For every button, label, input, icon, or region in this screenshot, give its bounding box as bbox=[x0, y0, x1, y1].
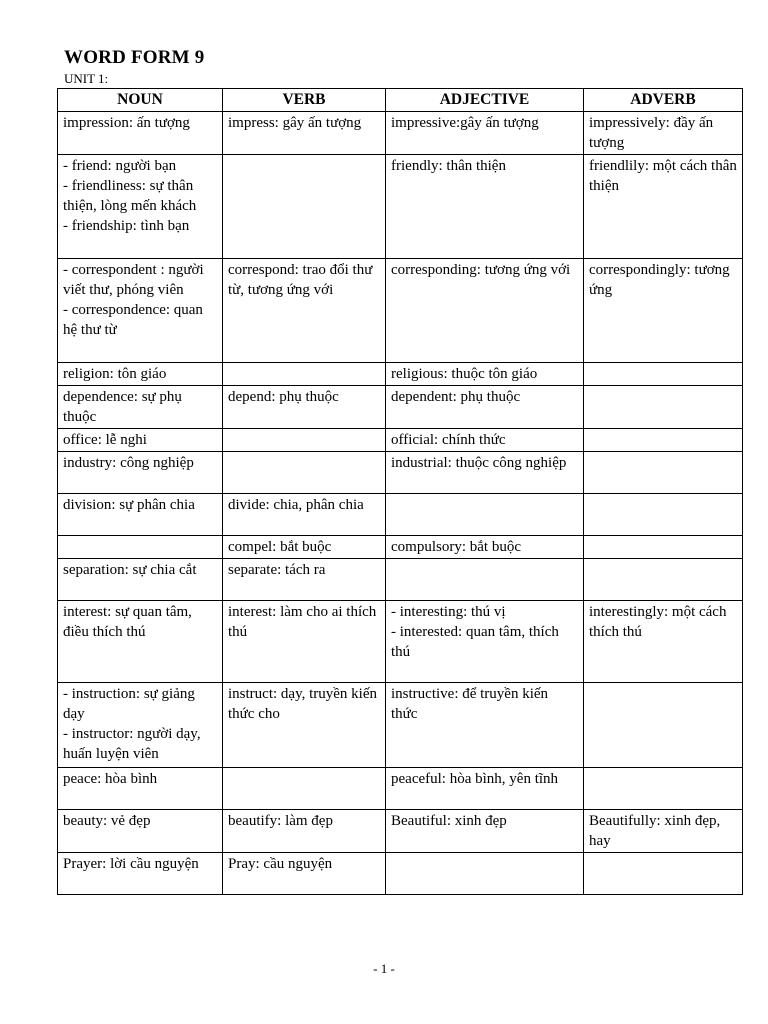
cell-adjective bbox=[386, 810, 584, 853]
cell-text: impress: gây ấn tượng bbox=[228, 115, 362, 131]
unit-label: UNIT 1: bbox=[64, 71, 109, 86]
cell-adverb bbox=[584, 112, 743, 155]
header-adjective: ADJECTIVE bbox=[386, 89, 584, 112]
cell-adjective bbox=[386, 601, 584, 683]
cell-adjective bbox=[386, 112, 584, 155]
cell-noun bbox=[58, 429, 223, 452]
cell-noun bbox=[58, 386, 223, 429]
cell-adjective bbox=[386, 259, 584, 363]
cell-text: impression: ấn tượng bbox=[63, 115, 190, 131]
cell-text: religious: thuộc tôn giáo bbox=[391, 366, 538, 382]
cell-adverb bbox=[584, 429, 743, 452]
cell-verb bbox=[223, 768, 386, 810]
header-noun: NOUN bbox=[58, 89, 223, 112]
cell-text: depend: phụ thuộc bbox=[228, 389, 339, 405]
table-row bbox=[58, 452, 743, 494]
cell-text: separation: sự chia cắt bbox=[63, 562, 197, 578]
table-header-row bbox=[58, 89, 743, 112]
table-row bbox=[58, 683, 743, 768]
cell-text: division: sự phân chia bbox=[63, 497, 195, 513]
cell-text: - interested: quan tâm, thích thú bbox=[391, 624, 559, 660]
cell-adjective bbox=[386, 853, 584, 895]
page-number: - 1 - bbox=[373, 961, 395, 976]
cell-adjective bbox=[386, 363, 584, 386]
cell-text: Beautifully: xinh đẹp, hay bbox=[589, 813, 721, 849]
cell-text: beauty: vẻ đẹp bbox=[63, 813, 151, 829]
cell-verb bbox=[223, 536, 386, 559]
cell-verb bbox=[223, 259, 386, 363]
cell-text: instructive: để truyền kiến thức bbox=[391, 686, 549, 722]
document-title: WORD FORM 9 bbox=[64, 47, 205, 68]
cell-adverb bbox=[584, 853, 743, 895]
cell-adjective bbox=[386, 452, 584, 494]
cell-text: Beautiful: xinh đẹp bbox=[391, 813, 507, 829]
cell-noun bbox=[58, 683, 223, 768]
cell-noun bbox=[58, 494, 223, 536]
cell-text: dependence: sự phụ thuộc bbox=[63, 389, 182, 425]
cell-adjective bbox=[386, 386, 584, 429]
table-row bbox=[58, 536, 743, 559]
cell-text: instruct: dạy, truyền kiến thức cho bbox=[228, 686, 377, 722]
cell-adjective bbox=[386, 768, 584, 810]
cell-text: corresponding: tương ứng với bbox=[391, 262, 571, 278]
cell-adjective bbox=[386, 559, 584, 601]
cell-text: - instructor: người dạy, huấn luyện viên bbox=[63, 726, 201, 762]
cell-text: religion: tôn giáo bbox=[63, 366, 167, 382]
cell-adverb bbox=[584, 768, 743, 810]
header-verb: VERB bbox=[223, 89, 386, 112]
cell-noun bbox=[58, 559, 223, 601]
cell-noun bbox=[58, 112, 223, 155]
cell-text: divide: chia, phân chia bbox=[228, 497, 364, 513]
cell-noun bbox=[58, 363, 223, 386]
cell-text: - correspondence: quan hệ thư từ bbox=[63, 302, 203, 338]
table-row bbox=[58, 429, 743, 452]
cell-text: correspond: trao đổi thư từ, tương ứng với bbox=[228, 262, 373, 298]
cell-verb bbox=[223, 452, 386, 494]
cell-text: - friend: người bạn bbox=[63, 158, 177, 174]
table-row bbox=[58, 155, 743, 259]
cell-text: interest: sự quan tâm, điều thích thú bbox=[63, 604, 192, 640]
cell-text: - instruction: sự giảng dạy bbox=[63, 686, 195, 722]
table-row bbox=[58, 386, 743, 429]
cell-adverb bbox=[584, 810, 743, 853]
cell-noun bbox=[58, 853, 223, 895]
cell-text: compel: bắt buộc bbox=[228, 539, 332, 555]
cell-adverb bbox=[584, 536, 743, 559]
cell-text: - interesting: thú vị bbox=[391, 604, 506, 620]
table-row bbox=[58, 853, 743, 895]
cell-text: industry: công nghiệp bbox=[63, 455, 194, 471]
cell-noun bbox=[58, 452, 223, 494]
cell-adverb bbox=[584, 601, 743, 683]
cell-adverb bbox=[584, 363, 743, 386]
cell-text: interestingly: một cách thích thú bbox=[589, 604, 727, 640]
cell-noun bbox=[58, 155, 223, 259]
cell-text: - friendliness: sự thân thiện, lòng mến khách bbox=[63, 178, 197, 214]
cell-verb bbox=[223, 853, 386, 895]
cell-adverb bbox=[584, 386, 743, 429]
table-body bbox=[58, 112, 743, 895]
table-row bbox=[58, 259, 743, 363]
cell-verb bbox=[223, 810, 386, 853]
cell-verb bbox=[223, 155, 386, 259]
cell-text: peaceful: hòa bình, yên tĩnh bbox=[391, 771, 559, 787]
table-row bbox=[58, 112, 743, 155]
cell-text: industrial: thuộc công nghiệp bbox=[391, 455, 567, 471]
cell-text: separate: tách ra bbox=[228, 562, 326, 578]
cell-text: office: lễ nghi bbox=[63, 432, 147, 448]
cell-text: Prayer: lời cầu nguyện bbox=[63, 856, 199, 872]
cell-adjective bbox=[386, 429, 584, 452]
cell-noun bbox=[58, 810, 223, 853]
cell-adjective bbox=[386, 155, 584, 259]
cell-text: interest: làm cho ai thích thú bbox=[228, 604, 377, 640]
cell-verb bbox=[223, 683, 386, 768]
cell-text: Pray: cầu nguyện bbox=[228, 856, 333, 872]
cell-adverb bbox=[584, 259, 743, 363]
cell-adverb bbox=[584, 559, 743, 601]
cell-verb bbox=[223, 429, 386, 452]
cell-verb bbox=[223, 363, 386, 386]
cell-text: - correspondent : người viết thư, phóng viên bbox=[63, 262, 204, 298]
cell-text: beautify: làm đẹp bbox=[228, 813, 333, 829]
cell-text: official: chính thức bbox=[391, 432, 506, 448]
table-row bbox=[58, 768, 743, 810]
cell-text: correspondingly: tương ứng bbox=[589, 262, 730, 298]
cell-noun bbox=[58, 768, 223, 810]
cell-verb bbox=[223, 559, 386, 601]
table-row bbox=[58, 559, 743, 601]
cell-verb bbox=[223, 494, 386, 536]
cell-noun bbox=[58, 601, 223, 683]
cell-noun bbox=[58, 259, 223, 363]
header-adverb: ADVERB bbox=[584, 89, 743, 112]
cell-text: impressive:gây ấn tượng bbox=[391, 115, 539, 131]
cell-noun bbox=[58, 536, 223, 559]
table-row bbox=[58, 363, 743, 386]
cell-verb bbox=[223, 386, 386, 429]
word-form-table bbox=[57, 88, 743, 895]
cell-text: compulsory: bắt buộc bbox=[391, 539, 521, 555]
cell-adjective bbox=[386, 494, 584, 536]
cell-adverb bbox=[584, 452, 743, 494]
cell-text: peace: hòa bình bbox=[63, 771, 158, 787]
cell-text: friendlily: một cách thân thiện bbox=[589, 158, 737, 194]
cell-adverb bbox=[584, 683, 743, 768]
table-row bbox=[58, 810, 743, 853]
cell-verb bbox=[223, 112, 386, 155]
cell-adjective bbox=[386, 536, 584, 559]
cell-text: friendly: thân thiện bbox=[391, 158, 506, 174]
cell-text: - friendship: tình bạn bbox=[63, 218, 190, 234]
table-row bbox=[58, 601, 743, 683]
cell-adverb bbox=[584, 494, 743, 536]
cell-text: impressively: đầy ấn tượng bbox=[589, 115, 714, 151]
table-row bbox=[58, 494, 743, 536]
cell-adjective bbox=[386, 683, 584, 768]
cell-adverb bbox=[584, 155, 743, 259]
cell-verb bbox=[223, 601, 386, 683]
cell-text: dependent: phụ thuộc bbox=[391, 389, 521, 405]
